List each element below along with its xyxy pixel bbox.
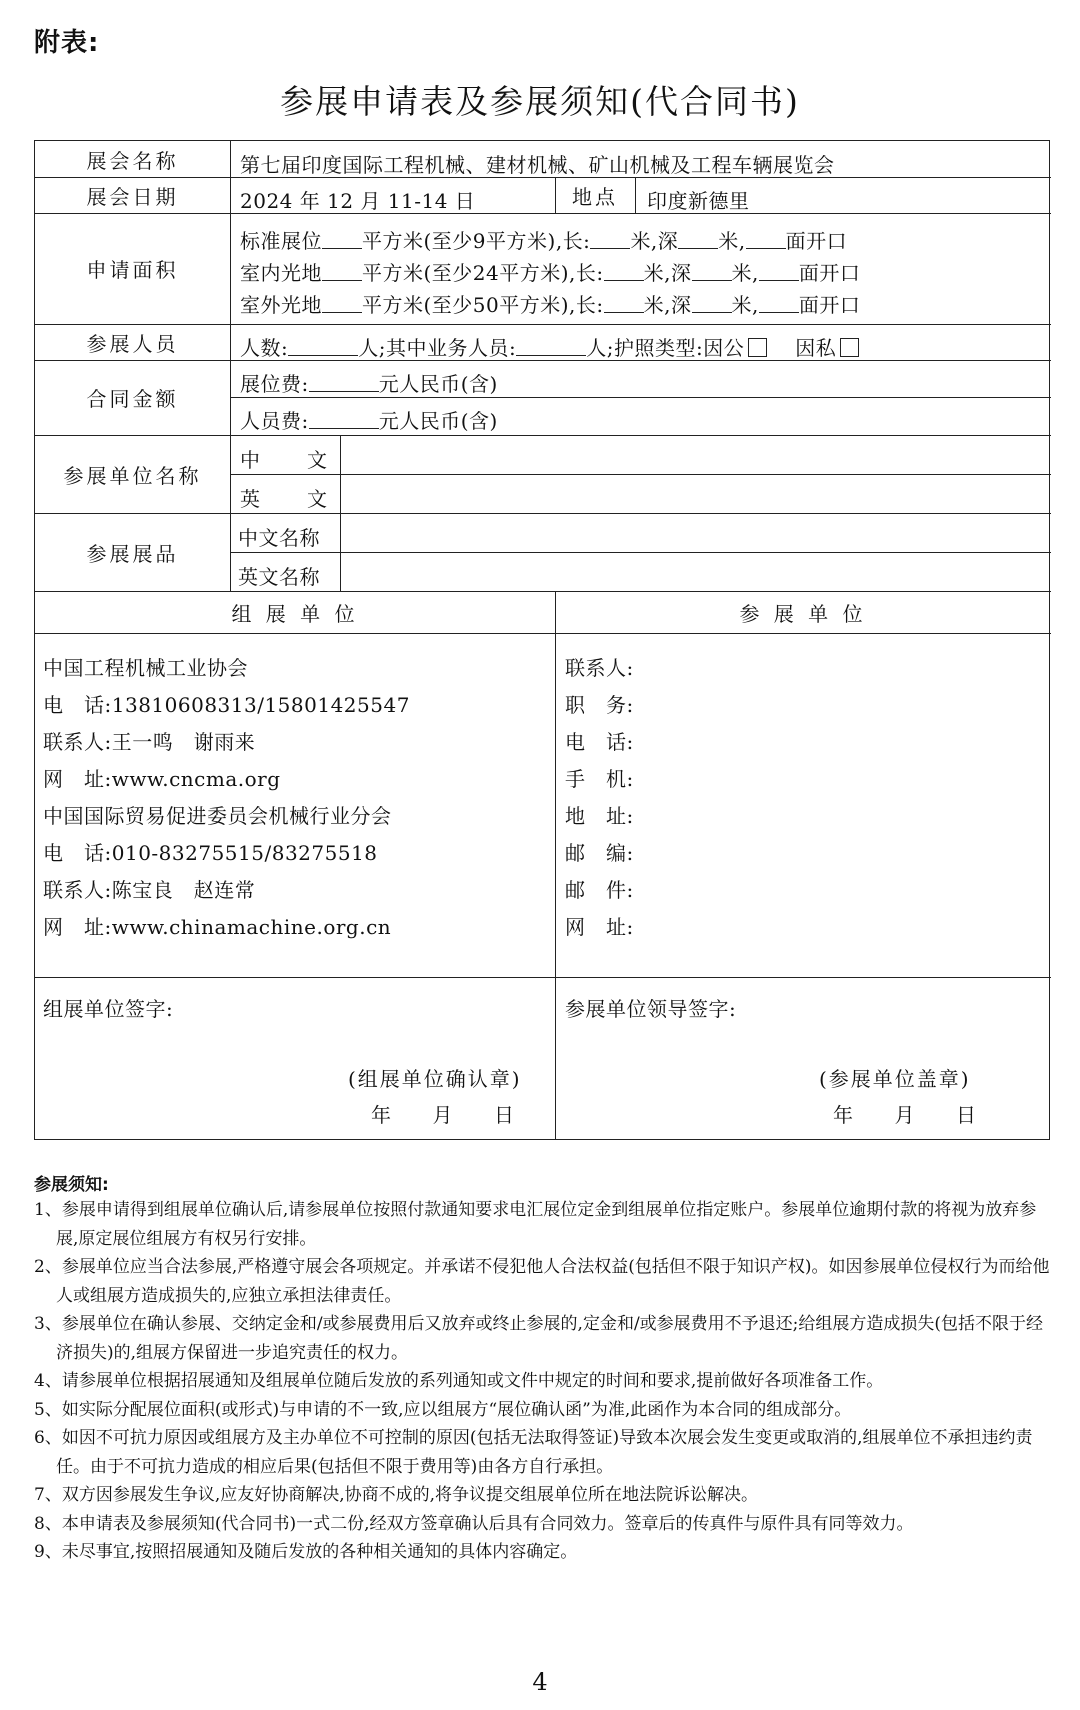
exhibitor-field[interactable] (675, 831, 1035, 863)
organizer-line (43, 800, 392, 829)
note-item: 9、未尽事宜,按照招展通知及随后发放的各种相关通知的具体内容确定。 (34, 1542, 578, 1562)
product-en-label: 英文名称 (238, 565, 320, 589)
product-cn-field[interactable] (341, 514, 1049, 551)
passport-private-checkbox[interactable] (840, 338, 859, 357)
exhibitor-field[interactable] (675, 720, 1035, 752)
company-cn-label-a: 中 (240, 448, 261, 472)
exhibitor-line: 手 机: (565, 767, 634, 791)
area-text: 深 (671, 293, 692, 317)
area-text: 长: (562, 229, 591, 253)
area-text: 长: (575, 261, 604, 285)
area-text: 平方米 (362, 261, 424, 285)
staff-fee-line (240, 405, 498, 434)
organizer-line (43, 689, 410, 718)
product-en-field[interactable] (341, 553, 1049, 590)
area-text: 标准展位 (240, 229, 322, 253)
organizer-line-value: 13810608313/15801425547 (111, 693, 410, 717)
passport-private-label: 因私 (795, 336, 837, 360)
area-text: 米, (643, 261, 672, 285)
note-item: 8、本申请表及参展须知(代合同书)一式二份,经双方签章确认后具有合同效力。签章后的传真件与原件具有同等效力。 (34, 1513, 914, 1534)
staff-fee-suffix: 元人民币(含) (378, 409, 498, 433)
area-text: 面开口 (785, 229, 848, 253)
exhibitor-line: 职 务: (565, 693, 634, 717)
area-text: 深 (671, 261, 692, 285)
exhibition-date: 2024 年 12 月 11-14 日 (240, 189, 476, 213)
company-cn-field[interactable] (341, 436, 1049, 473)
organizer-line (43, 652, 248, 681)
area-text: 米, (718, 229, 746, 253)
products-label: 参展展品 (86, 541, 179, 566)
organizer-line (43, 763, 281, 792)
note-item: 3、参展单位在确认参展、交纳定金和/或参展费用后又放弃或终止参展的,定金和/或参展费用不予退还;给组展方造成损失(包括不限于经济损失)的,组展方保留进一步追究责任的权力。 (34, 1314, 1044, 1363)
area-open-field[interactable] (759, 264, 799, 281)
area-text: (至少24平方米), (423, 261, 576, 285)
area-text: 米, (643, 293, 672, 317)
page-number: 4 (532, 1668, 548, 1696)
area-size-field[interactable] (322, 232, 362, 249)
exhibitor-sign-date: 年 月 日 (833, 1103, 977, 1127)
organizer-line-key: 联系人: (43, 878, 112, 902)
staff-fee-field[interactable] (309, 412, 379, 429)
organizer-line-value: 王一鸣 谢雨来 (111, 730, 256, 754)
exhibitor-field[interactable] (675, 683, 1035, 715)
exhibitor-header: 参 展 单 位 (739, 601, 867, 626)
organizer-sign-date: 年 月 日 (371, 1103, 515, 1127)
exhibitor-field[interactable] (675, 868, 1035, 900)
note-item: 7、双方因参展发生争议,应友好协商解决,协商不成的,将争议提交组展单位所在地法院诉讼解决。 (34, 1485, 759, 1505)
staff-line (240, 332, 859, 361)
booth-fee-field[interactable] (309, 375, 379, 392)
booth-fee-label: 展位费: (240, 372, 309, 396)
exhibitor-line: 邮 编: (565, 841, 634, 865)
area-line (240, 289, 860, 318)
staff-count-field[interactable] (288, 339, 358, 356)
area-text: 面开口 (798, 261, 861, 285)
staff-fee-label: 人员费: (240, 409, 309, 433)
company-name-label: 参展单位名称 (63, 463, 202, 488)
organizer-line (43, 837, 378, 866)
passport-type-label: 人;护照类型: (586, 336, 704, 360)
area-text: 室外光地 (240, 293, 322, 317)
company-en-field[interactable] (341, 475, 1049, 512)
contract-amount-label: 合同金额 (86, 387, 179, 411)
place-value: 印度新德里 (647, 189, 750, 213)
area-length-field[interactable] (604, 296, 644, 313)
organizer-line-value: 陈宝良 赵连常 (111, 878, 256, 902)
note-item: 4、请参展单位根据招展通知及组展单位随后发放的系列通知或文件中规定的时间和要求,提前做好各项准备工作。 (34, 1371, 884, 1391)
organizer-line-value: www.cncma.org (111, 767, 281, 791)
area-size-field[interactable] (322, 264, 362, 281)
area-text: 平方米 (362, 229, 424, 253)
booth-fee-line (240, 368, 498, 397)
organizer-line-key: 联系人: (43, 730, 112, 754)
exhibitor-line: 联系人: (565, 656, 634, 680)
booth-fee-suffix: 元人民币(含) (378, 372, 498, 396)
exhibitor-seal-label: (参展单位盖章) (819, 1067, 971, 1091)
area-text: (至少9平方米), (423, 229, 563, 253)
staff-label: 参展人员 (86, 331, 179, 356)
business-staff-field[interactable] (516, 339, 586, 356)
exhibitor-line: 网 址: (565, 915, 634, 939)
area-depth-field[interactable] (678, 232, 718, 249)
area-text: 室内光地 (240, 261, 322, 285)
area-open-field[interactable] (759, 296, 799, 313)
passport-public-checkbox[interactable] (748, 338, 767, 357)
organizer-sign-label: 组展单位签字: (43, 997, 174, 1021)
company-cn-label-b: 文 (307, 448, 328, 472)
notes-heading: 参展须知: (34, 1175, 109, 1195)
area-length-field[interactable] (604, 264, 644, 281)
area-text: 平方米 (362, 293, 424, 317)
organizer-line (43, 911, 391, 940)
exhibitor-field[interactable] (675, 794, 1035, 826)
area-line (240, 225, 847, 254)
organizer-line-key: 中国工程机械工业协会 (43, 656, 248, 680)
exhibitor-field[interactable] (675, 905, 1035, 937)
exhibitor-line: 邮 件: (565, 878, 634, 902)
organizer-line-key: 中国国际贸易促进委员会机械行业分会 (43, 804, 392, 828)
exhibitor-field[interactable] (675, 757, 1035, 789)
area-text: 米, (630, 229, 658, 253)
organizer-seal-label: (组展单位确认章) (348, 1067, 522, 1091)
area-text: 长: (575, 293, 604, 317)
organizer-line-value: www.chinamachine.org.cn (111, 915, 392, 939)
organizer-line (43, 726, 255, 755)
staff-business-label: 人;其中业务人员: (358, 336, 517, 360)
organizer-line-key: 网 址: (43, 915, 112, 939)
area-text: 面开口 (798, 293, 861, 317)
area-text: 深 (657, 229, 679, 253)
organizer-line-value: 010-83275515/83275518 (111, 841, 378, 865)
staff-count-label: 人数: (240, 336, 289, 360)
area-depth-field[interactable] (692, 296, 732, 313)
notes-list (34, 1196, 1050, 1567)
area-text: 米, (731, 261, 759, 285)
area-depth-field[interactable] (692, 264, 732, 281)
note-item: 6、如因不可抗力原因或组展方及主办单位不可控制的原因(包括无法取得签证)导致本次展会发生变更或取消的,组展单位不承担违约责任。由于不可抗力造成的相应后果(包括但不限于费用等)由各方自行承担。 (34, 1428, 1033, 1477)
attachment-label: 附表: (34, 28, 100, 58)
note-item: 2、参展单位应当合法参展,严格遵守展会各项规定。并承诺不侵犯他人合法权益(包括但不限于知识产权)。如因参展单位侵权行为而给他人或组展方造成损失的,应独立承担法律责任。 (34, 1257, 1050, 1306)
note-item: 1、参展申请得到组展单位确认后,请参展单位按照付款通知要求电汇展位定金到组展单位指定账户。参展单位逾期付款的将视为放弃参展,原定展位组展方有权另行安排。 (34, 1200, 1037, 1249)
application-form (34, 140, 1050, 1140)
area-label: 申请面积 (86, 258, 179, 282)
exhibitor-line: 地 址: (565, 804, 634, 828)
organizer-line-key: 电 话: (43, 841, 112, 865)
area-open-field[interactable] (746, 232, 786, 249)
area-text: (至少50平方米), (423, 293, 576, 317)
product-cn-label: 中文名称 (238, 526, 320, 550)
company-en-label-a: 英 (240, 487, 261, 511)
organizer-line (43, 874, 255, 903)
exhibitor-sign-label: 参展单位领导签字: (565, 997, 737, 1021)
place-label: 地点 (572, 184, 618, 209)
area-line (240, 257, 860, 286)
area-length-field[interactable] (590, 232, 630, 249)
organizer-line-key: 电 话: (43, 693, 112, 717)
area-size-field[interactable] (322, 296, 362, 313)
note-item: 5、如实际分配展位面积(或形式)与申请的不一致,应以组展方“展位确认函”为准,此函作为本合同的组成部分。 (34, 1399, 852, 1420)
organizer-header: 组 展 单 位 (231, 601, 359, 626)
area-text: 米, (731, 293, 759, 317)
exhibition-name-label: 展会名称 (86, 148, 179, 173)
exhibitor-line: 电 话: (565, 730, 634, 754)
form-title: 参展申请表及参展须知(代合同书) (280, 82, 800, 121)
exhibition-date-label: 展会日期 (86, 184, 179, 209)
organizer-line-key: 网 址: (43, 767, 112, 791)
exhibition-name: 第七届印度国际工程机械、建材机械、矿山机械及工程车辆展览会 (240, 153, 835, 177)
exhibitor-field[interactable] (675, 646, 1035, 678)
passport-public-label: 因公 (703, 336, 745, 360)
company-en-label-b: 文 (307, 487, 328, 511)
